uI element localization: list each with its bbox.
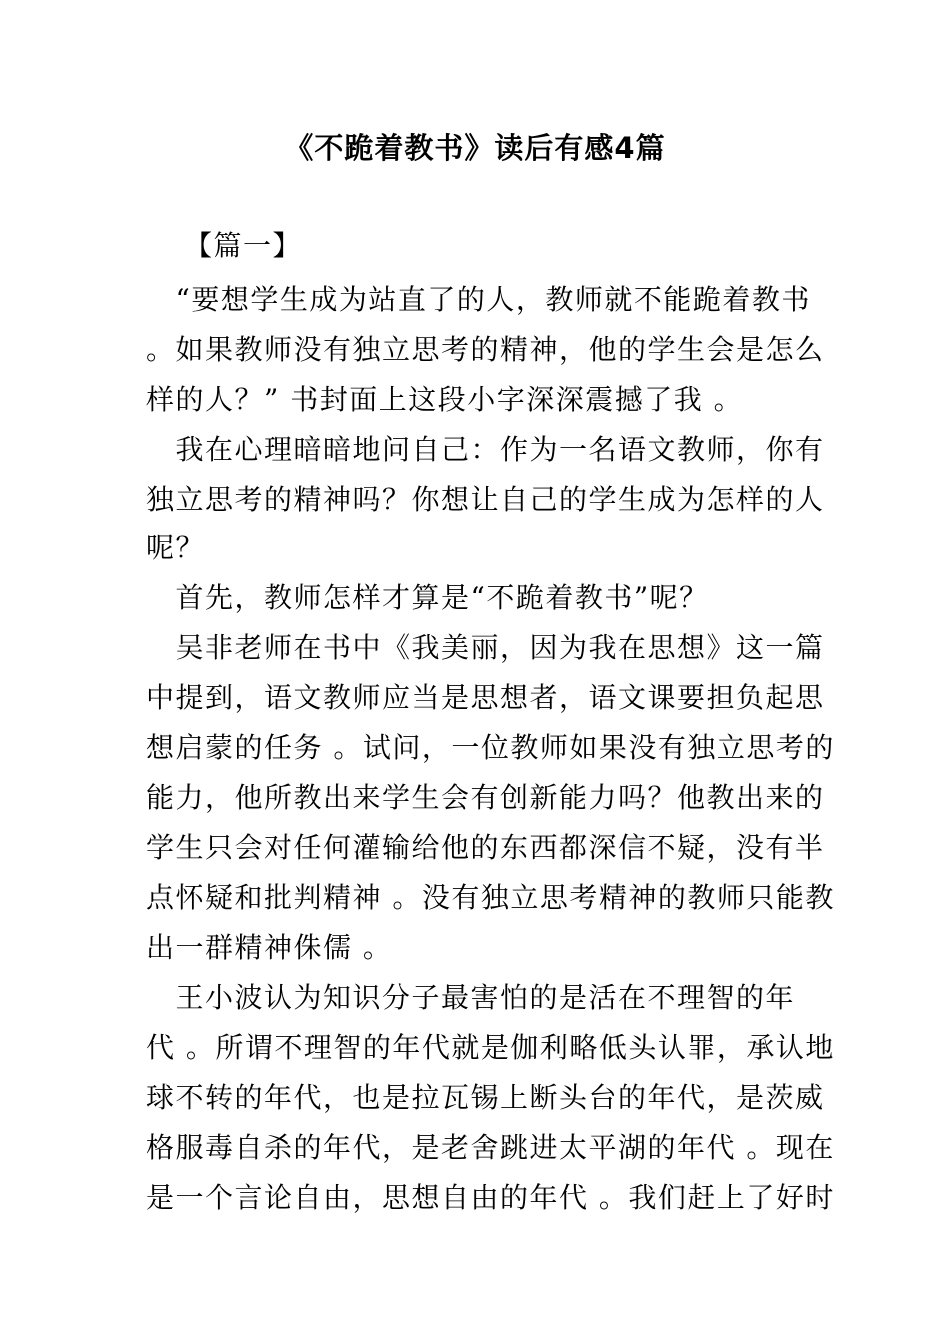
text-line: 中提到，语文教师应当是思想者，语文课要担负起思 — [146, 681, 825, 714]
text-line: 是一个言论自由，思想自由的年代 。我们赶上了好时 — [146, 1181, 835, 1214]
text-line: 独立思考的精神吗？你想让自己的学生成为怎样的人 — [146, 483, 825, 516]
text-line: 呢？ — [146, 531, 206, 564]
text-line: 我在心理暗暗地问自己：作为一名语文教师，你有 — [146, 433, 825, 466]
text-line: 能力，他所教出来学生会有创新能力吗？他教出来的 — [146, 781, 825, 814]
text-line: 吴非老师在书中《我美丽，因为我在思想》这一篇 — [146, 631, 825, 664]
text-line: 想启蒙的任务 。试问，一位教师如果没有独立思考的 — [146, 731, 835, 764]
text-line: 王小波认为知识分子最害怕的是活在不理智的年 — [146, 981, 796, 1014]
text-line: 首先，教师怎样才算是“不跪着教书”呢？ — [146, 581, 709, 614]
section-heading: 【篇一】 — [184, 229, 303, 262]
text-line: 点怀疑和批判精神 。没有独立思考精神的教师只能教 — [146, 881, 835, 914]
text-line: 球不转的年代，也是拉瓦锡上断头台的年代，是茨威 — [146, 1081, 825, 1114]
text-line: 格服毒自杀的年代，是老舍跳进太平湖的年代 。现在 — [146, 1131, 835, 1164]
text-line: “要想学生成为站直了的人，教师就不能跪着教书 — [146, 283, 811, 316]
text-line: 出一群精神侏儒 。 — [146, 931, 393, 964]
text-line: 。如果教师没有独立思考的精神，他的学生会是怎么 — [146, 333, 825, 366]
document-title: 《不跪着教书》读后有感4篇 — [284, 131, 666, 165]
text-line: 代 。所谓不理智的年代就是伽利略低头认罪，承认地 — [146, 1031, 835, 1064]
text-line: 样的人？” 书封面上这段小字深深震撼了我 。 — [146, 383, 744, 416]
text-line: 学生只会对任何灌输给他的东西都深信不疑，没有半 — [146, 831, 825, 864]
